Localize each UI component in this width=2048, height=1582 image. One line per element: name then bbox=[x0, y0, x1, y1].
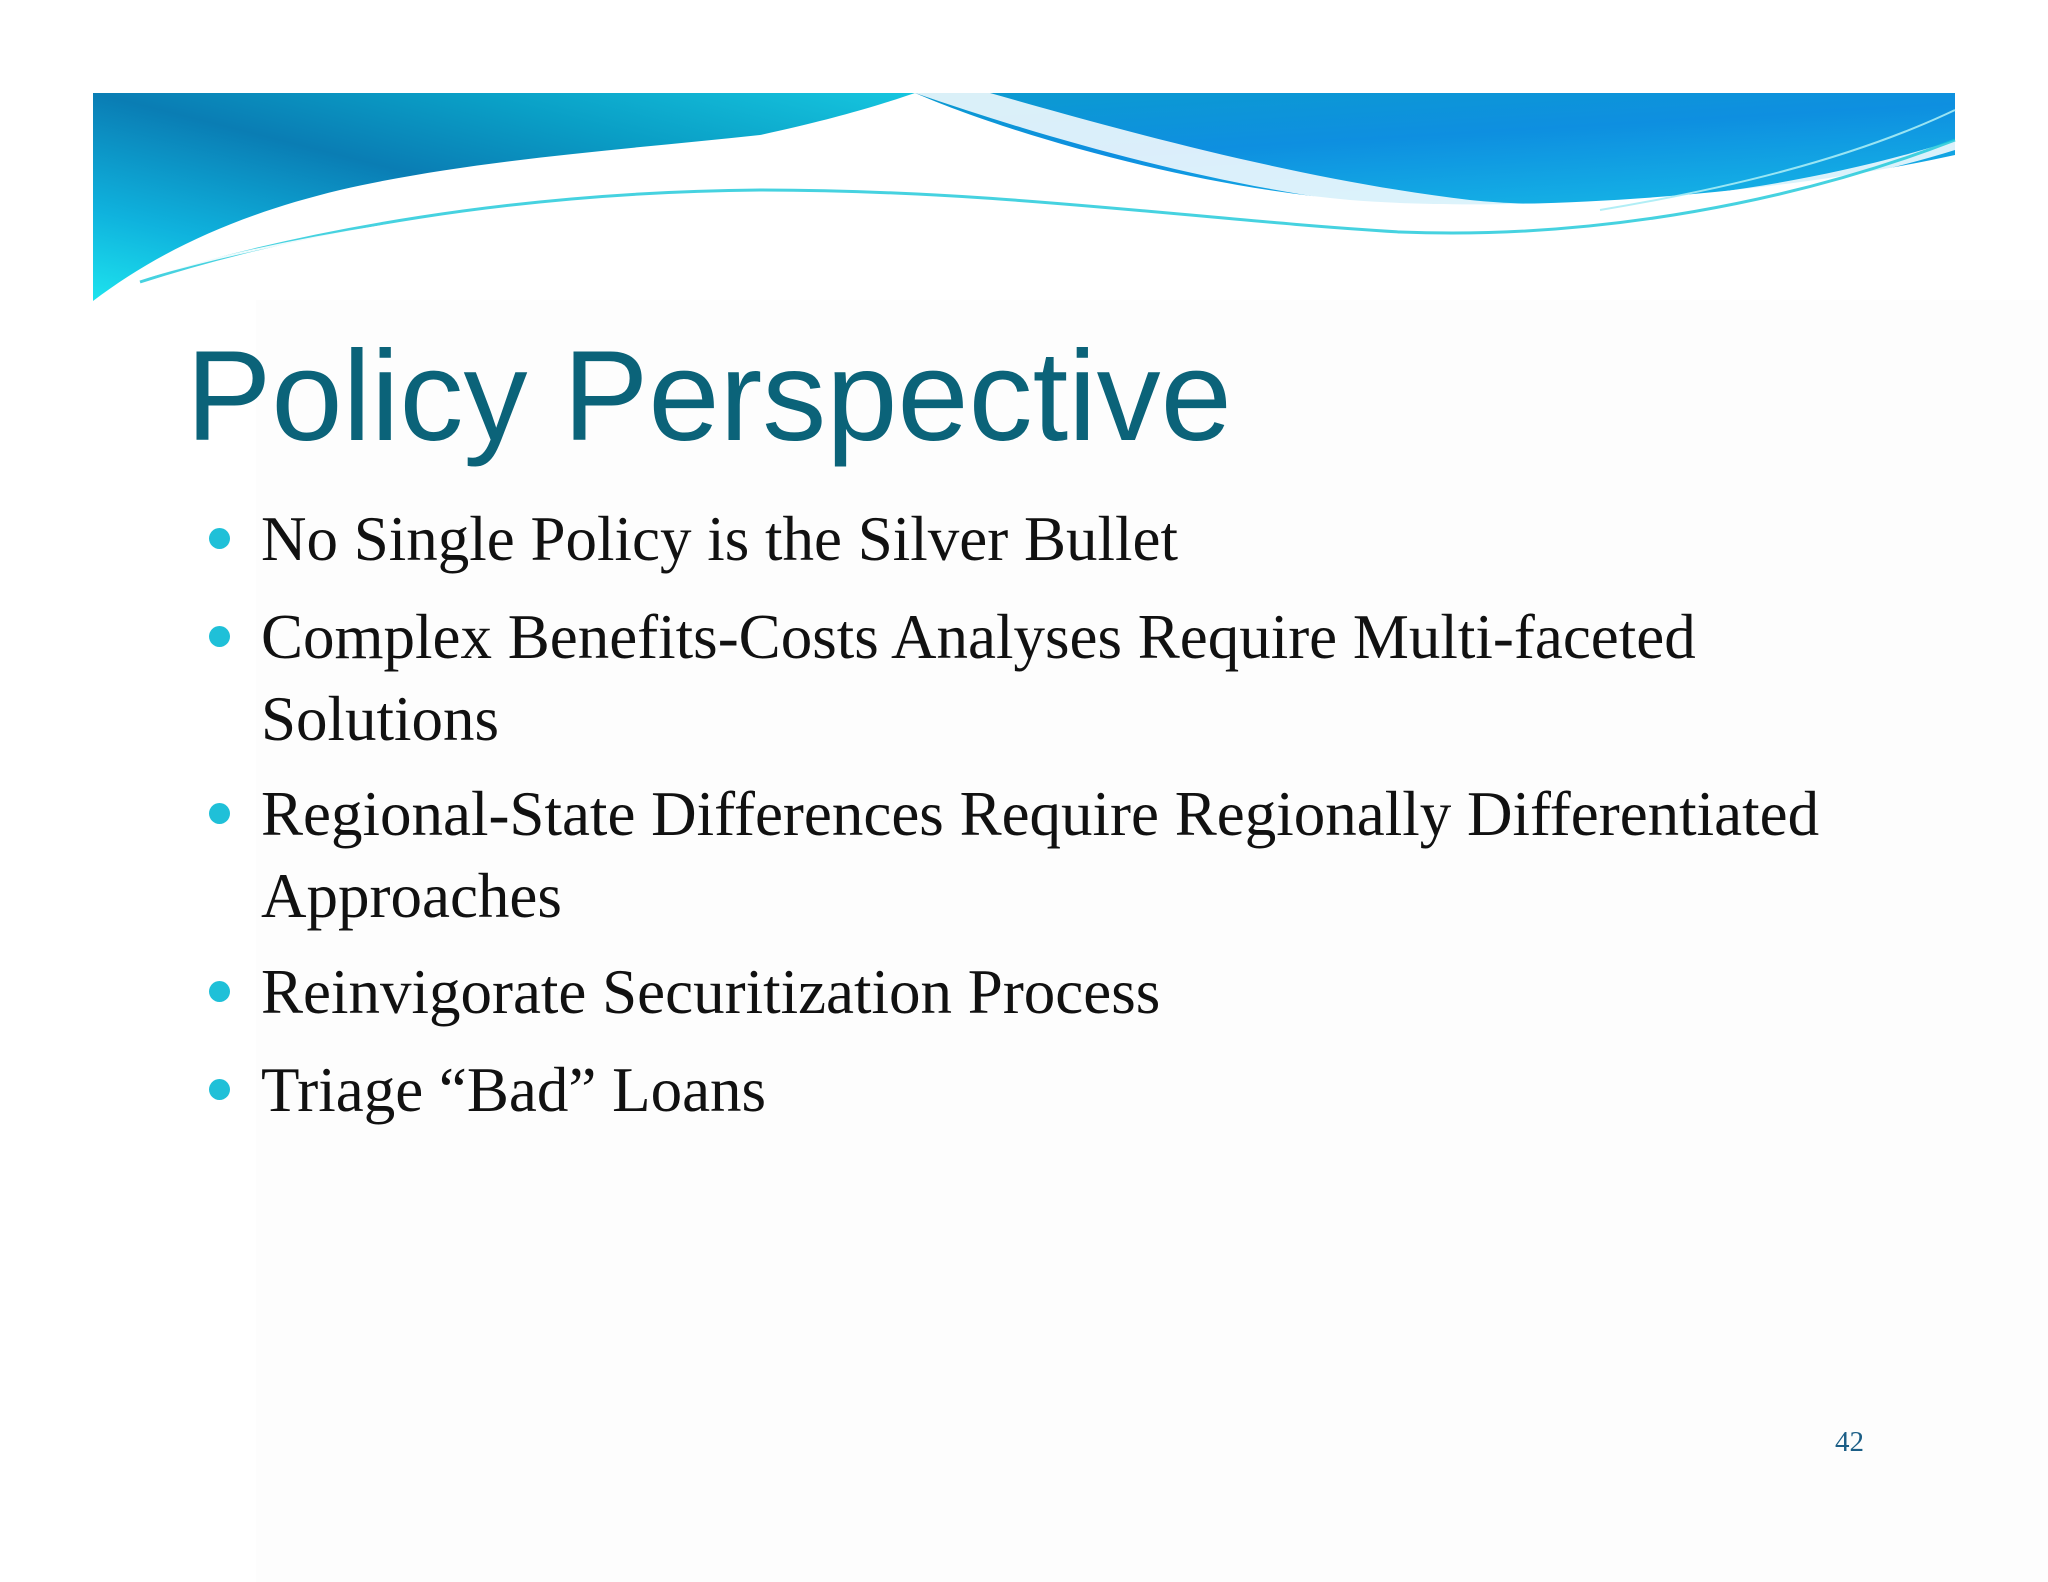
bullet-text: Regional-State Differences Require Regionally Differentiated Approaches bbox=[261, 779, 1820, 931]
slide-background bbox=[256, 300, 2048, 1582]
bullet-dot-icon bbox=[209, 803, 230, 824]
bullet-text: Triage “Bad” Loans bbox=[261, 1055, 767, 1125]
bullet-dot-icon bbox=[209, 981, 230, 1002]
bullet-text: Reinvigorate Securitization Process bbox=[261, 957, 1161, 1027]
page-number: 42 bbox=[1835, 1426, 1864, 1458]
bullet-dot-icon bbox=[209, 1079, 230, 1100]
slide-title: Policy Perspective bbox=[186, 325, 1232, 468]
bullet-dot-icon bbox=[209, 626, 230, 647]
header-wave-banner bbox=[0, 0, 2048, 320]
bullet-dot-icon bbox=[209, 528, 230, 549]
bullet-text: Complex Benefits-Costs Analyses Require Multi-faceted Solutions bbox=[261, 602, 1696, 754]
bullet-text: No Single Policy is the Silver Bullet bbox=[261, 504, 1178, 574]
